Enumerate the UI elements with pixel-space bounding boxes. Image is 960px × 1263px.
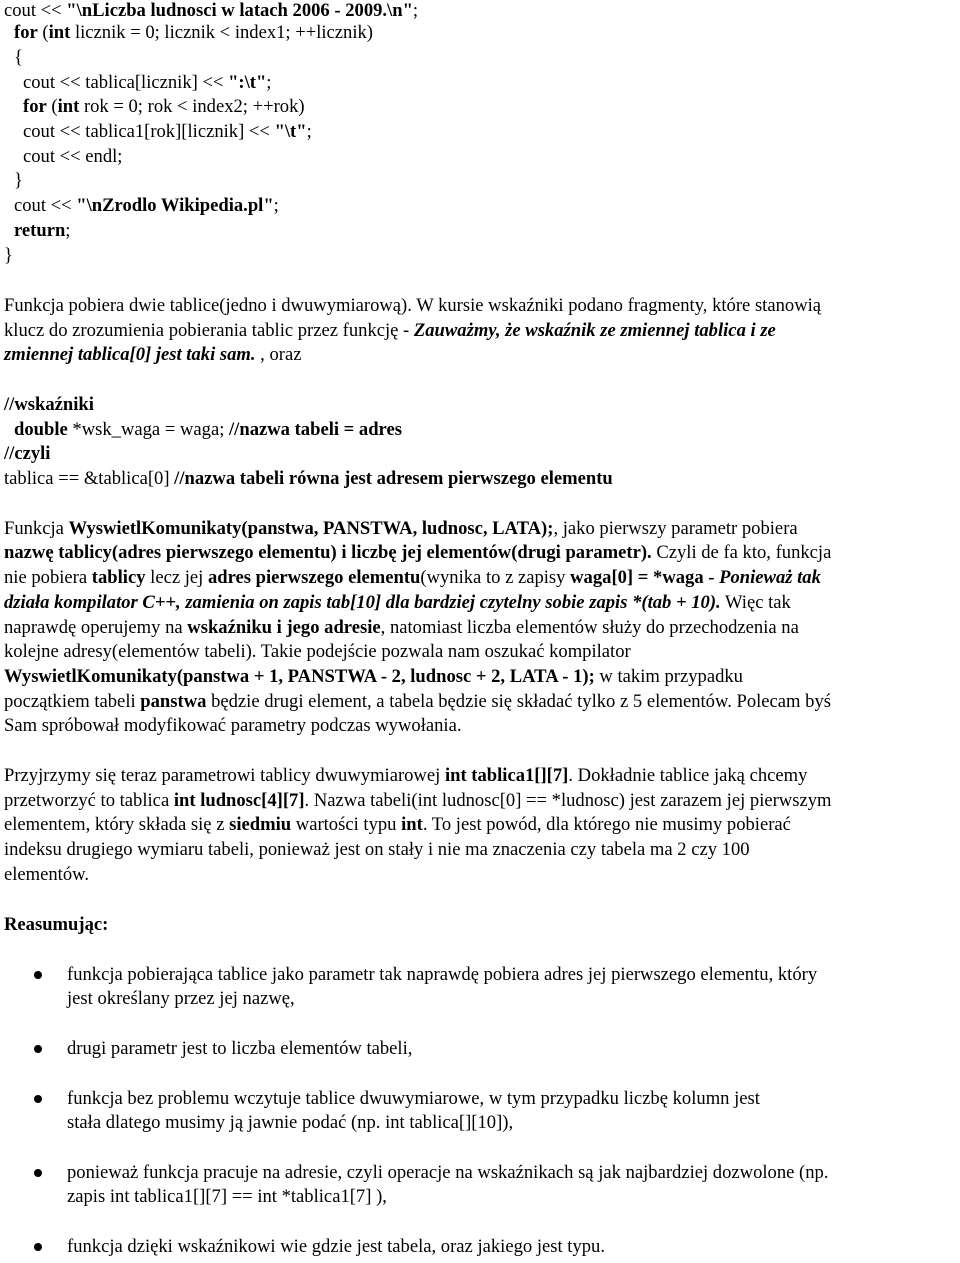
heading-text: Reasumując: [4,914,109,935]
paragraph-2-line-9: Sam spróbował modyfikować parametry podczas wywołania. [4,715,462,736]
emphasis: Zauważmy, że wskaźnik ze zmiennej tablica i ze [413,320,776,341]
code-line-10 [14,220,70,242]
paragraph-1-line-1: Funkcja pobiera dwie tablice(jedno i dwuwymiarową). W kursie wskaźniki podano fragmenty, które stanowią [4,295,822,316]
code-text: tablica == &tablica[0] [4,468,175,489]
code-line-11: } [4,245,13,266]
emphasis: Ponieważ tak [719,567,821,588]
list-item-4-line-1: ponieważ funkcja pracuje na adresie, czyli operacje na wskaźnikach są jak najbardziej dozwolone (np. [67,1162,829,1183]
code-text: *wsk_waga = waga; [67,419,230,440]
paragraph-2-line-1 [4,518,798,540]
bullet-icon [34,1169,42,1177]
code-text: licznik = 0; licznik < index1; ++licznik) [70,22,373,43]
bullet-icon [34,1095,42,1103]
emphasis: int ludnosc[4][7] [173,790,305,811]
code-keyword: return [14,220,66,241]
list-item-2-line-1: drugi parametr jest to liczba elementów tabeli, [67,1038,413,1059]
paragraph-1-line-2 [4,320,776,342]
list-item-3-line-1: funkcja bez problemu wczytuje tablice dwuwymiarowe, w tym przypadku liczbę kolumn jest [67,1088,760,1109]
text: Funkcja [4,518,69,539]
code-keyword: for [23,96,47,117]
code-text: ; [266,72,272,93]
emphasis: tablicy [91,567,146,588]
paragraph-2-line-5 [4,617,799,639]
code-text: ( [46,96,58,117]
paragraph-3-line-3 [4,814,791,836]
code-string: ":\t" [228,72,267,93]
code-line-4 [23,72,271,94]
list-item-1-line-1: funkcja pobierająca tablice jako parametr tak naprawdę pobiera adres jej pierwszego elementu, który [67,964,818,985]
text: lecz jej [145,567,208,588]
bullet-icon [34,971,42,979]
code-line-5 [23,96,305,118]
list-item-4-line-2: zapis int tablica1[][7] == int *tablica1[7] ), [67,1186,387,1207]
code-string: "\nLiczba ludnosci w latach 2006 - 2009.\n" [66,0,413,21]
comment: //czyli [4,443,51,464]
text: , jako pierwszy parametr pobiera [553,518,798,539]
list-item-1-line-2: jest określany przez jej nazwę, [67,988,295,1009]
code-line-3: { [14,47,23,68]
snippet-comment-2 [4,443,50,465]
text: Więc tak [720,592,791,613]
text: . Dokładnie tablice jaką chcemy [568,765,808,786]
emphasis: int tablica1[][7] [444,765,569,786]
paragraph-2-line-3 [4,567,821,589]
emphasis: nazwę tablicy(adres pierwszego elementu) i liczbę jej elementów(drugi parametr). [4,542,652,563]
code-line-8: } [14,170,23,191]
code-text: ; [412,0,419,21]
code-line-1 [4,0,418,22]
emphasis: wskaźniku i jego adresie [187,617,381,638]
paragraph-2-line-7 [4,666,743,688]
comment: //wskaźniki [4,394,94,415]
text: elementem, który składa się z [4,814,230,835]
code-text: cout << [4,0,67,21]
comment: //nazwa tabeli = adres [229,419,402,440]
paragraph-2-line-2 [4,542,831,564]
emphasis: zmiennej tablica[0] jest taki sam. [4,344,256,365]
emphasis: panstwa [140,691,207,712]
paragraph-1-line-3 [4,344,301,366]
text: , natomiast liczba elementów służy do przechodzenia na [380,617,799,638]
emphasis: siedmiu [229,814,292,835]
code-text: cout << tablica1[rok][licznik] << [23,121,275,142]
code-line-7: cout << endl; [23,146,123,167]
code-keyword: int [57,96,80,117]
emphasis: działa kompilator C++, zamienia on zapis tab[10] dla bardziej czytelny sobie zapis *(tab + 10). [4,592,721,613]
text: Przyjrzymy się teraz parametrowi tablicy dwuwymiarowej [4,765,445,786]
code-text: WyswietlKomunikaty(panstwa, PANSTWA, ludnosc, LATA); [68,518,554,539]
code-keyword: int [48,22,71,43]
text: klucz do zrozumienia pobierania tablic przez funkcję - [4,320,414,341]
text: nie pobiera [4,567,92,588]
snippet-comment [4,394,94,416]
bullet-icon [34,1045,42,1053]
emphasis: waga[0] = *waga - [570,567,720,588]
code-keyword: double [14,419,68,440]
text: naprawdę operujemy na [4,617,188,638]
code-line-9 [14,195,279,217]
code-line-6 [23,121,312,143]
code-line-2 [14,22,373,44]
text: , oraz [255,344,302,365]
code-text: ( [37,22,49,43]
comment: //nazwa tabeli równa jest adresem pierwszego elementu [174,468,613,489]
text: w takim przypadku [594,666,743,687]
code-text: rok = 0; rok < index2; ++rok) [79,96,305,117]
emphasis: adres pierwszego elementu [207,567,421,588]
paragraph-3-line-1 [4,765,807,787]
list-item-3-line-2: stała dlatego musimy ją jawnie podać (np. int tablica[][10]), [67,1112,514,1133]
text: . To jest powód, dla którego nie musimy pobierać [422,814,791,835]
code-text: ; [65,220,71,241]
snippet-expression [4,468,613,490]
bullet-icon [34,1243,42,1251]
text: będzie drugi element, a tabela będzie się składać tylko z 5 elementów. Polecam byś [206,691,831,712]
code-text: cout << tablica[licznik] << [23,72,229,93]
code-keyword: for [14,22,38,43]
code-text: ; [306,121,312,142]
list-item-5-line-1: funkcja dzięki wskaźnikowi wie gdzie jest tabela, oraz jakiego jest typu. [67,1236,606,1257]
text: wartości typu [291,814,402,835]
paragraph-2-line-8 [4,691,831,713]
code-string: "\nZrodlo Wikipedia.pl" [76,195,274,216]
paragraph-2-line-6: kolejne adresy(elementów tabeli). Takie podejście pozwala nam oszukać kompilator [4,641,631,662]
text: Czyli de fa kto, funkcja [651,542,832,563]
text: początkiem tabeli [4,691,141,712]
text: przetworzyć to tablica [4,790,174,811]
paragraph-3-line-4: indeksu drugiego wymiaru tabeli, ponieważ jest on stały i nie ma znaczenia czy tabela ma 2 czy 100 [4,839,750,860]
code-text: cout << [14,195,77,216]
text: (wynika to z zapisy [420,567,571,588]
paragraph-2-line-4 [4,592,791,614]
snippet-declaration [14,419,402,441]
code-string: "\t" [274,121,307,142]
emphasis: int [401,814,423,835]
paragraph-3-line-5: elementów. [4,864,90,885]
code-text: WyswietlKomunikaty(panstwa + 1, PANSTWA - 2, ludnosc + 2, LATA - 1); [4,666,595,687]
code-text: ; [273,195,279,216]
summary-heading [4,914,108,936]
text: . Nazwa tabeli(int ludnosc[0] == *ludnosc) jest zarazem jej pierwszym [304,790,832,811]
paragraph-3-line-2 [4,790,831,812]
